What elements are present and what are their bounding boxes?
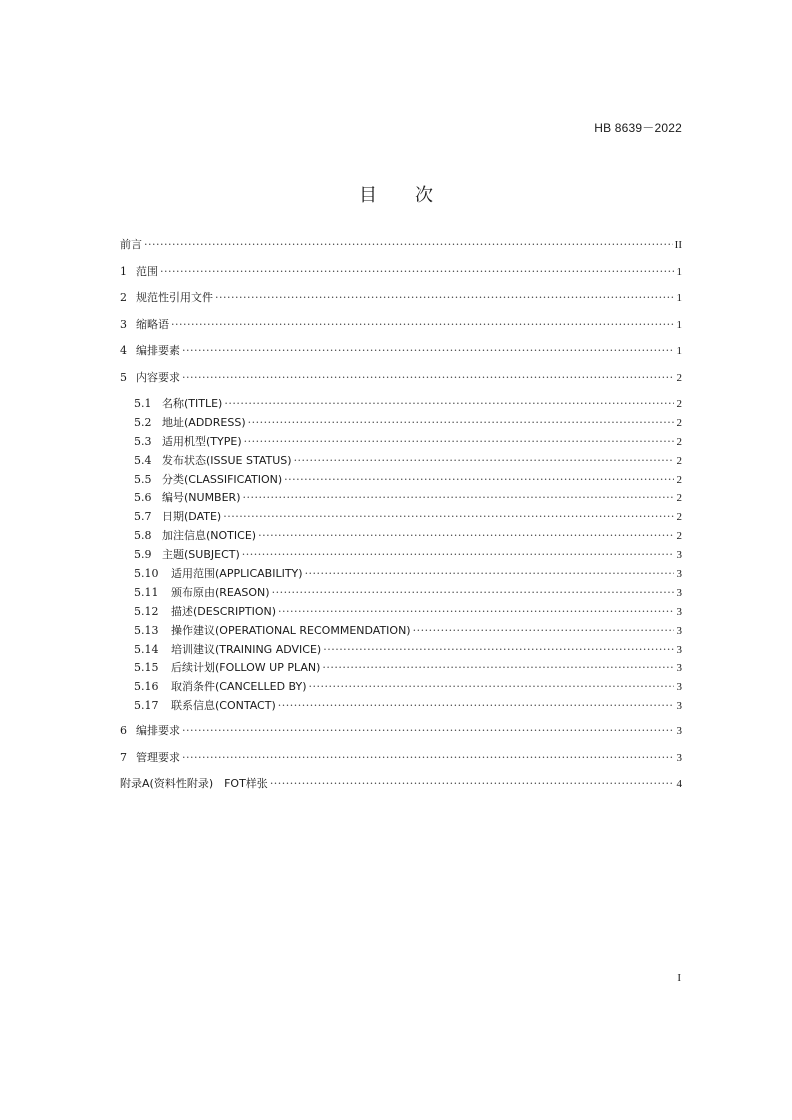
standard-code: HB 8639－2022 — [594, 121, 682, 135]
page-number: I — [677, 972, 681, 984]
toc-entry-page: 3 — [676, 681, 682, 694]
toc-leader-dots — [215, 291, 674, 304]
toc-leader-dots — [223, 510, 674, 523]
toc-entry-number: 5.15 — [134, 661, 159, 675]
toc-entry-number: 5.14 — [134, 642, 159, 656]
toc-entry-page: 3 — [676, 605, 682, 618]
toc-entry-number: 5.7 — [134, 510, 152, 524]
toc-entry-number: 4 — [120, 344, 127, 357]
toc-entry-page: 3 — [676, 643, 682, 656]
scan-noise — [38, 104, 750, 105]
toc-entry-label: 颁布原由(REASON) — [171, 585, 270, 599]
toc-entry-label: 编排要素 — [136, 344, 180, 357]
toc-entry-number: 5.2 — [134, 415, 152, 429]
toc-entry-number: 5.6 — [134, 491, 152, 505]
toc-entry-label: 缩略语 — [136, 317, 169, 331]
toc-entry-page: 3 — [676, 725, 682, 738]
toc-entry-page: 2 — [676, 473, 682, 486]
scan-noise — [38, 992, 750, 993]
toc-leader-dots — [182, 344, 674, 357]
toc-entry-number: 5.4 — [134, 453, 152, 467]
toc-entry-page: 2 — [676, 511, 682, 524]
toc-entry-page: 3 — [676, 586, 682, 599]
toc-leader-dots — [160, 265, 674, 278]
toc-entry[interactable] — [120, 452, 682, 471]
toc-entry-page: II — [674, 239, 682, 251]
toc-entry-number: 5.5 — [134, 472, 152, 486]
toc-entry-page: 3 — [676, 700, 682, 713]
toc-entry-label: 后续计划(FOLLOW UP PLAN) — [171, 661, 321, 675]
toc-entry[interactable] — [120, 546, 682, 565]
toc-entry[interactable] — [120, 584, 682, 603]
scan-noise — [38, 86, 750, 87]
toc-entry[interactable] — [120, 527, 682, 546]
toc-leader-dots — [248, 416, 674, 429]
toc-entry-page: 3 — [676, 568, 682, 581]
toc-entry[interactable] — [120, 414, 682, 433]
toc-entry-number: 5.3 — [134, 434, 152, 448]
toc-entry[interactable] — [120, 289, 682, 316]
toc-entry-label: 适用机型(TYPE) — [162, 434, 242, 448]
toc-leader-dots — [309, 680, 675, 693]
toc-leader-dots — [182, 751, 674, 764]
toc-entry[interactable] — [120, 749, 682, 776]
toc-entry-number: 2 — [120, 291, 127, 304]
toc-entry-page: 2 — [676, 435, 682, 448]
toc-entry[interactable] — [120, 369, 682, 396]
toc-entry[interactable] — [120, 641, 682, 660]
toc-entry-label: 编排要求 — [136, 724, 180, 738]
toc-entry-page: 1 — [676, 292, 682, 304]
toc-entry-label: 描述(DESCRIPTION) — [171, 604, 277, 618]
toc-entry-label: 名称(TITLE) — [162, 397, 223, 410]
toc-entry-number: 5.1 — [134, 397, 152, 410]
toc-entry-number: 3 — [120, 317, 127, 331]
toc-entry-number: 5.8 — [134, 529, 152, 543]
page-title: 目次 — [359, 185, 471, 206]
toc-leader-dots — [272, 586, 674, 599]
toc-leader-dots — [144, 238, 673, 251]
toc-leader-dots — [323, 643, 674, 656]
toc-entry-label: 内容要求 — [136, 370, 180, 384]
toc-entry-page: 3 — [676, 751, 682, 764]
scan-noise — [38, 822, 750, 823]
toc-entry-label: 日期(DATE) — [162, 510, 222, 524]
scan-noise — [38, 960, 750, 961]
toc-entry[interactable] — [120, 433, 682, 452]
toc-entry[interactable] — [120, 622, 682, 641]
toc-entry-number: 5.10 — [134, 567, 159, 581]
toc-entry-page: 1 — [676, 265, 682, 278]
toc-entry-label: 范围 — [136, 264, 158, 278]
toc-entry[interactable] — [120, 342, 682, 369]
toc-leader-dots — [182, 371, 674, 384]
toc-leader-dots — [413, 624, 674, 637]
toc-entry-label: 取消条件(CANCELLED BY) — [171, 680, 307, 694]
toc-entry-page: 2 — [676, 371, 682, 384]
toc-entry[interactable] — [120, 722, 682, 749]
toc-leader-dots — [182, 724, 674, 737]
toc-entry-label: 附录A(资料性附录) FOT样张 — [120, 777, 268, 791]
toc-entry[interactable] — [120, 395, 682, 414]
toc-entry-label: 前言 — [120, 238, 142, 251]
toc-entry[interactable] — [120, 508, 682, 527]
toc-entry-label: 编号(NUMBER) — [162, 491, 241, 505]
toc-entry[interactable] — [120, 603, 682, 622]
toc-entry-page: 2 — [676, 454, 682, 467]
toc-leader-dots — [242, 548, 674, 561]
toc-entry-label: 地址(ADDRESS) — [162, 415, 246, 429]
toc-entry-page: 2 — [676, 398, 682, 410]
table-of-contents — [120, 236, 682, 802]
toc-entry-number: 5.11 — [134, 585, 159, 599]
toc-entry-page: 3 — [676, 624, 682, 637]
toc-entry-page: 2 — [676, 530, 682, 543]
toc-entry-page: 2 — [676, 492, 682, 505]
toc-entry-number: 5.12 — [134, 604, 159, 618]
toc-entry-label: 主题(SUBJECT) — [162, 548, 240, 562]
toc-entry-number: 5 — [120, 370, 127, 384]
toc-entry-label: 操作建议(OPERATIONAL RECOMMENDATION) — [171, 623, 411, 637]
toc-leader-dots — [224, 397, 674, 410]
scan-noise — [38, 140, 750, 141]
toc-leader-dots — [243, 491, 675, 504]
toc-entry-number: 5.9 — [134, 548, 152, 562]
toc-entry-page: 4 — [676, 778, 682, 791]
toc-leader-dots — [258, 529, 674, 542]
toc-entry[interactable] — [120, 263, 682, 290]
toc-leader-dots — [278, 605, 674, 618]
toc-leader-dots — [278, 699, 674, 712]
toc-leader-dots — [305, 567, 674, 580]
toc-entry[interactable] — [120, 236, 682, 263]
toc-entry-page: 2 — [676, 416, 682, 429]
toc-entry-number: 7 — [120, 750, 127, 764]
toc-entry-label: 规范性引用文件 — [136, 291, 213, 304]
toc-entry-number: 6 — [120, 724, 127, 738]
toc-entry[interactable] — [120, 659, 682, 678]
toc-entry[interactable] — [120, 697, 682, 716]
toc-entry-page: 3 — [676, 549, 682, 562]
toc-entry-page: 1 — [676, 345, 682, 357]
toc-entry[interactable] — [120, 489, 682, 508]
toc-entry-label: 分类(CLASSIFICATION) — [162, 472, 283, 486]
toc-leader-dots — [284, 473, 674, 486]
toc-entry-label: 加注信息(NOTICE) — [162, 529, 257, 543]
toc-entry-page: 1 — [676, 318, 682, 331]
toc-entry-label: 适用范围(APPLICABILITY) — [171, 567, 303, 581]
toc-entry-label: 联系信息(CONTACT) — [171, 699, 276, 713]
toc-entry[interactable] — [120, 565, 682, 584]
scan-noise — [38, 228, 750, 229]
toc-entry-label: 发布状态(ISSUE STATUS) — [162, 453, 292, 467]
toc-leader-dots — [322, 661, 674, 674]
toc-entry-label: 管理要求 — [136, 750, 180, 764]
toc-leader-dots — [171, 318, 674, 331]
toc-entry[interactable] — [120, 316, 682, 343]
toc-leader-dots — [294, 454, 674, 467]
toc-entry[interactable] — [120, 678, 682, 697]
toc-leader-dots — [270, 777, 674, 790]
toc-entry-number: 1 — [120, 264, 127, 278]
toc-entry[interactable] — [120, 471, 682, 490]
toc-entry-page: 3 — [676, 662, 682, 675]
toc-entry-label: 培训建议(TRAINING ADVICE) — [171, 642, 322, 656]
toc-entry-number: 5.17 — [134, 699, 159, 713]
toc-entry-number: 5.13 — [134, 623, 159, 637]
toc-entry[interactable] — [120, 775, 682, 802]
toc-leader-dots — [244, 435, 674, 448]
toc-entry-number: 5.16 — [134, 680, 159, 694]
